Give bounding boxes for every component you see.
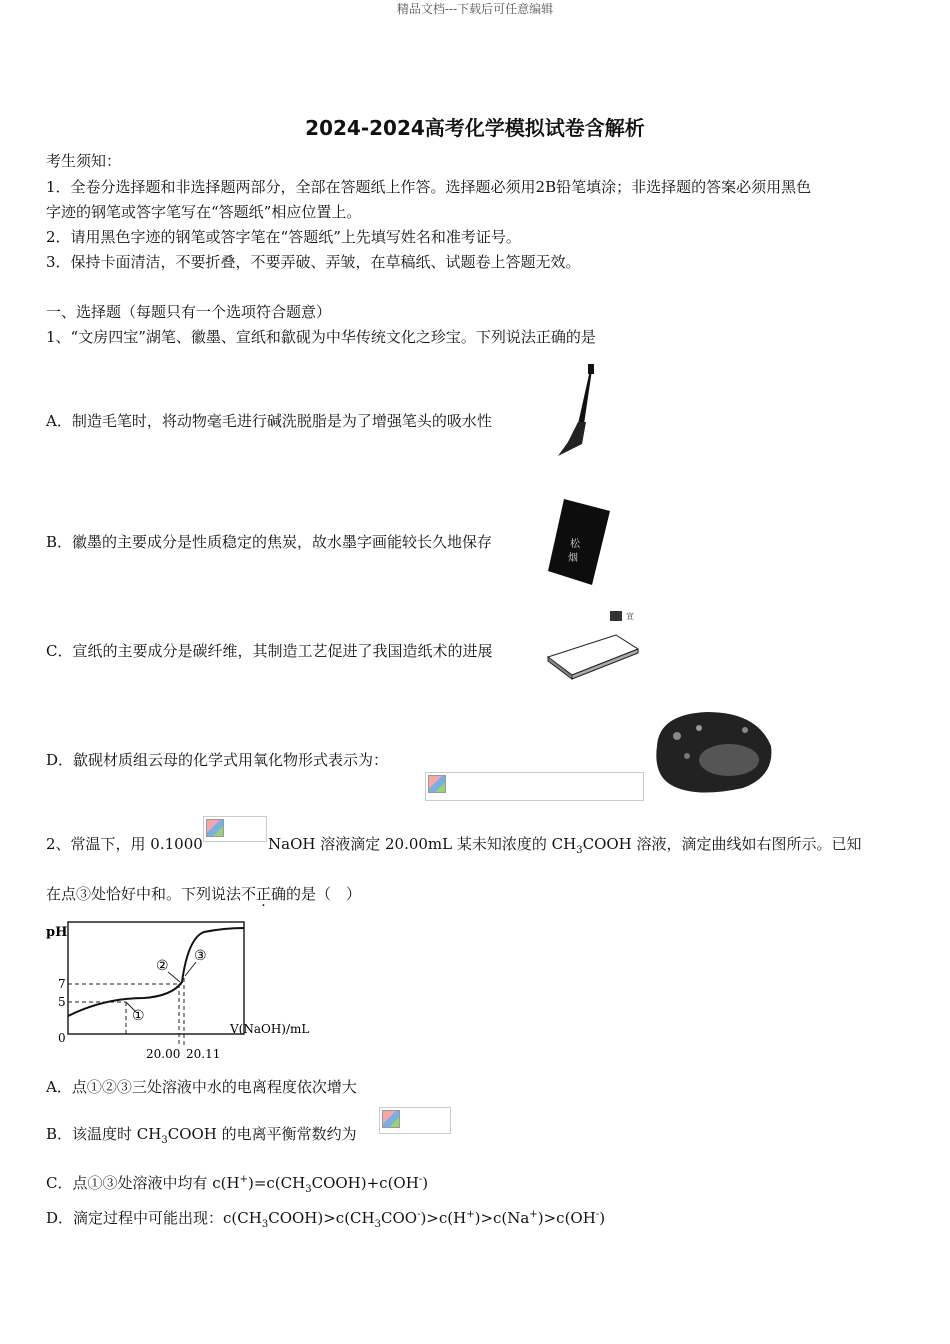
svg-text:烟: 烟 — [568, 553, 578, 564]
x-tick-2000: 20.00 — [146, 1047, 181, 1061]
subscript: 3 — [161, 1135, 168, 1146]
q2-stem-part-3: COOH 溶液，滴定曲线如右图所示。已知 — [582, 835, 862, 853]
origin-label: 0 — [58, 1031, 66, 1045]
point1-label: ① — [132, 1008, 145, 1024]
c-part: ) — [422, 1174, 429, 1192]
notice-line-1: 1．全卷分选择题和非选择题两部分，全部在答题纸上作答。选择题必须用2B铅笔填涂；非选择题的答案必须用黑色 — [46, 178, 812, 196]
q2-option-b — [46, 1123, 357, 1152]
q2-option-c — [46, 1169, 428, 1201]
point2-label: ② — [156, 958, 169, 974]
brush-image — [548, 364, 608, 459]
document-title: 2024-2024高考化学模拟试卷含解析 — [305, 116, 645, 140]
d-part: )>c(H — [420, 1209, 467, 1227]
q2-option-b-part-1: B．该温度时 CH — [46, 1125, 162, 1143]
x-tick-2011: 20.11 — [186, 1047, 221, 1061]
broken-image-icon — [382, 1110, 400, 1128]
x-axis-label: V(NaOH)/mL — [230, 1022, 310, 1036]
q2-option-d — [46, 1204, 605, 1236]
section-heading: 一、选择题（每题只有一个选项符合题意） — [46, 303, 332, 321]
concentration-image-placeholder — [203, 816, 267, 842]
subscript: 3 — [576, 845, 583, 856]
notice-line-2: 字迹的钢笔或答字笔写在“答题纸”相应位置上。 — [46, 203, 362, 221]
superscript: + — [239, 1174, 248, 1185]
notice-line-4: 3．保持卡面清洁，不要折叠，不要弄破、弄皱，在草稿纸、试题卷上答题无效。 — [46, 253, 581, 271]
titration-curve-figure — [44, 918, 334, 1063]
c-part: )=c(CH — [247, 1174, 306, 1192]
q2-stem-line-2 — [46, 883, 361, 905]
q1-option-d: D．歙砚材质组云母的化学式用氧化物形式表示为： — [46, 751, 389, 769]
c-part: COOH)+c(OH — [311, 1174, 419, 1192]
superscript: - — [595, 1209, 600, 1220]
inkstone-image — [647, 706, 777, 796]
paper-stack-image — [546, 605, 646, 680]
ka-image-placeholder — [379, 1107, 451, 1134]
y-tick-5: 5 — [58, 995, 66, 1009]
ink-stick-image — [546, 495, 616, 587]
q2-stem-part-5: 的是（ ） — [286, 885, 362, 903]
svg-text:松: 松 — [570, 539, 580, 550]
point3-pointer — [185, 962, 196, 976]
q2-stem-part-1: 2、常温下，用 0.1000 — [46, 835, 203, 853]
q1-option-a: A．制造毛笔时，将动物毫毛进行碱洗脱脂是为了增强笔头的吸水性 — [46, 412, 492, 430]
q1-option-c: C．宣纸的主要成分是碳纤维，其制造工艺促进了我国造纸术的进展 — [46, 642, 493, 660]
point2-pointer — [168, 972, 180, 982]
q2-stem-part-2: NaOH 溶液滴定 20.00mL 某未知浓度的 CH — [268, 835, 577, 853]
superscript: - — [417, 1209, 421, 1220]
c-part: C．点①③处溶液中均有 c(H — [46, 1174, 240, 1192]
subscript: 3 — [305, 1184, 312, 1195]
y-tick-7: 7 — [58, 977, 66, 991]
q2-option-a: A．点①②③三处溶液中水的电离程度依次增大 — [46, 1078, 357, 1096]
q1-stem: 1、“文房四宝”湖笔、徽墨、宣纸和歙砚为中华传统文化之珍宝。下列说法正确的是 — [46, 328, 596, 346]
subscript: 3 — [261, 1219, 269, 1230]
superscript: + — [529, 1209, 538, 1220]
d-part: COOH)>c(CH — [268, 1209, 375, 1227]
point3-label: ③ — [194, 948, 207, 964]
q2-stem-part-4: 在点③处恰好中和。下列说法 — [46, 885, 242, 903]
y-axis-label: pH — [46, 925, 68, 940]
d-part: D．滴定过程中可能出现：c(CH — [46, 1209, 262, 1227]
subscript: 3 — [374, 1219, 381, 1230]
d-part: )>c(Na — [474, 1209, 530, 1227]
q2-option-b-part-2: COOH 的电离平衡常数约为 — [167, 1125, 357, 1143]
d-part: COO — [380, 1209, 418, 1227]
superscript: - — [418, 1174, 423, 1185]
broken-image-icon — [428, 775, 446, 793]
watermark-header: 精品文档---下载后可任意编辑 — [396, 2, 554, 16]
d-part: )>c(OH — [537, 1209, 596, 1227]
formula-image-placeholder — [425, 772, 644, 801]
plot-frame — [68, 922, 244, 1034]
notice-line-3: 2．请用黑色字迹的钢笔或答字笔在“答题纸”上先填写姓名和准考证号。 — [46, 228, 521, 246]
broken-image-icon — [206, 819, 224, 837]
q2-stem-line-1 — [46, 833, 203, 855]
q1-option-b: B．徽墨的主要成分是性质稳定的焦炭，故水墨字画能较长久地保存 — [46, 533, 493, 551]
notice-heading: 考生须知： — [46, 152, 122, 170]
svg-text:宣: 宣 — [626, 612, 634, 621]
q2-stem-line-1b — [268, 833, 862, 862]
superscript: + — [466, 1209, 475, 1220]
emphasis-text: 不正确 — [241, 885, 287, 903]
d-part: ) — [599, 1209, 606, 1227]
